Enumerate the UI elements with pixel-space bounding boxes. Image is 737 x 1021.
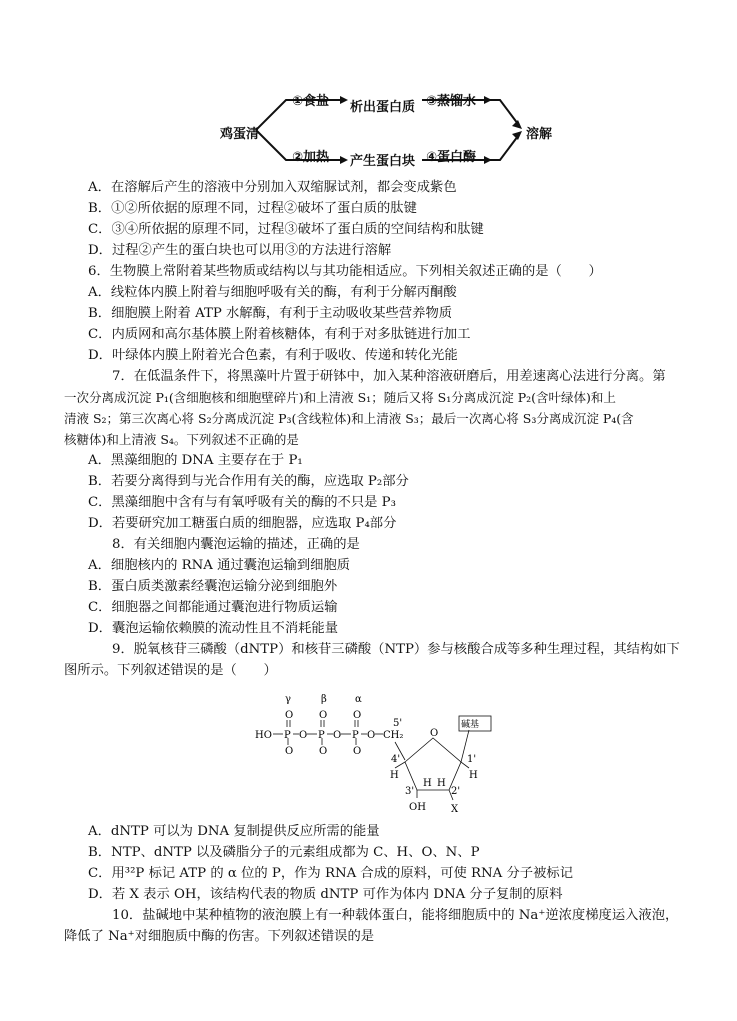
flow-result2: 产生蛋白块 [350, 154, 416, 169]
svg-text:O: O [353, 710, 362, 721]
q8-stem: 8．有关细胞内囊泡运输的描述，正确的是 [112, 537, 360, 552]
structure-svg [255, 690, 495, 818]
flow-step1: ①食盐 [292, 94, 330, 109]
svg-text:O: O [430, 728, 439, 739]
q8-option-b: B．蛋白质类激素经囊泡运输分泌到细胞外 [88, 579, 338, 594]
q9-stem-1: 9．脱氧核苷三磷酸（dNTP）和核苷三磷酸（NTP）参与核酸合成等多种生理过程，其结构如下 [112, 642, 680, 657]
svg-text:P: P [318, 730, 325, 741]
label-oh: OH [409, 802, 426, 813]
q6-stem: 6．生物膜上常附着某些物质或结构以与其功能相适应。下列相关叙述正确的是（ ） [88, 264, 602, 279]
label-ho: HO [255, 730, 272, 741]
q5-option-d: D．过程②产生的蛋白块也可以用③的方法进行溶解 [88, 243, 392, 258]
label-x: X [451, 804, 459, 815]
q10-stem-1: 10．盐碱地中某种植物的液泡膜上有一种载体蛋白，能将细胞质中的 Na⁺逆浓度梯度运入液泡， [112, 908, 679, 923]
svg-text:O: O [353, 746, 362, 757]
label-3prime: 3' [405, 786, 415, 797]
q6-option-d: D．叶绿体内膜上附着光合色素，有利于吸收、传递和转化光能 [88, 348, 458, 363]
flow-start: 鸡蛋清 [220, 127, 260, 142]
flow-result1: 析出蛋白质 [350, 100, 416, 115]
svg-text:O: O [285, 746, 294, 757]
label-5prime: 5' [393, 718, 403, 729]
q7-stem-2: 一次分离成沉淀 P₁(含细胞核和细胞壁碎片)和上清液 S₁；随后又将 S₁分离成沉淀 P₂(含叶绿体)和上 [64, 390, 616, 405]
q7-option-d: D．若要研究加工糖蛋白质的细胞器，应选取 P₄部分 [88, 516, 397, 531]
q9-stem-2: 图所示。下列叙述错误的是（ ） [64, 663, 277, 678]
q7-option-b: B．若要分离得到与光合作用有关的酶，应选取 P₂部分 [88, 474, 409, 489]
q7-stem-1: 7．在低温条件下，将黑藻叶片置于研钵中，加入某种溶液研磨后，用差速离心法进行分离。第 [112, 369, 666, 384]
label-beta: β [321, 694, 327, 705]
svg-text:H: H [469, 770, 478, 781]
q10-stem-2: 降低了 Na⁺对细胞质中酶的伤害。下列叙述错误的是 [64, 929, 375, 944]
svg-text:H: H [390, 770, 399, 781]
svg-text:P: P [284, 730, 291, 741]
q5-option-b: B．①②所依据的原理不同，过程②破坏了蛋白质的肽键 [88, 201, 417, 216]
svg-text:H: H [423, 778, 432, 789]
q8-option-c: C．细胞器之间都能通过囊泡进行物质运输 [88, 600, 338, 615]
q7-stem-3: 清液 S₂；第三次离心将 S₂分离成沉淀 P₃(含线粒体)和上清液 S₃；最后一次离心将 S₃分离成沉淀 P₄(含 [64, 411, 634, 426]
svg-text:P: P [352, 730, 359, 741]
flow-step4: ④蛋白酶 [426, 150, 477, 165]
flow-step2: ②加热 [292, 150, 330, 165]
label-gamma: γ [285, 694, 291, 705]
arrow-upper-right [484, 100, 518, 124]
q7-stem-4: 核糖体)和上清液 S₄。下列叙述不正确的是 [64, 432, 299, 447]
svg-text:O: O [319, 746, 328, 757]
protein-flow-diagram [200, 78, 580, 178]
q6-option-b: B．细胞膜上附着 ATP 水解酶，有利于主动吸收某些营养物质 [88, 306, 453, 321]
svg-text:O: O [367, 730, 376, 741]
q9-option-d: D．若 X 表示 OH，该结构代表的物质 dNTP 可作为体内 DNA 分子复制的原料 [88, 887, 563, 902]
q5-option-a: A．在溶解后产生的溶液中分别加入双缩脲试剂，都会变成紫色 [88, 180, 457, 195]
ntp-structure-diagram [255, 690, 495, 818]
svg-text:O: O [333, 730, 342, 741]
q7-option-a: A．黑藻细胞的 DNA 主要存在于 P₁ [88, 453, 303, 468]
flow-step3: ③蒸馏水 [426, 94, 477, 109]
q7-option-c: C．黑藻细胞中含有与有氧呼吸有关的酶的不只是 P₃ [88, 495, 396, 510]
label-alpha: α [355, 694, 362, 705]
label-4prime: 4' [391, 754, 401, 765]
svg-text:O: O [299, 730, 308, 741]
label-base: 碱基 [461, 720, 480, 730]
svg-text:O: O [319, 710, 328, 721]
arrow-lower-right [484, 136, 518, 160]
q5-option-c: C．③④所依据的原理不同，过程③破坏了蛋白质的空间结构和肽键 [88, 222, 484, 237]
label-ch2: CH₂ [383, 730, 404, 741]
label-2prime: 2' [451, 786, 461, 797]
q6-option-a: A．线粒体内膜上附着与细胞呼吸有关的酶，有利于分解丙酮酸 [88, 285, 457, 300]
q6-option-c: C．内质网和高尔基体膜上附着核糖体，有利于对多肽链进行加工 [88, 327, 471, 342]
q9-option-a: A．dNTP 可以为 DNA 复制提供反应所需的能量 [88, 824, 380, 839]
q9-option-b: B．NTP、dNTP 以及磷脂分子的元素组成都为 C、H、O、N、P [88, 845, 480, 860]
flow-end: 溶解 [526, 127, 553, 142]
svg-text:O: O [285, 710, 294, 721]
svg-text:H: H [437, 778, 446, 789]
q8-option-a: A．细胞核内的 RNA 通过囊泡运输到细胞质 [88, 558, 351, 573]
q9-option-c: C．用³²P 标记 ATP 的 α 位的 P，作为 RNA 合成的原料，可使 RNA 分子被标记 [88, 866, 573, 881]
label-1prime: 1' [467, 754, 477, 765]
q8-option-d: D．囊泡运输依赖膜的流动性且不消耗能量 [88, 621, 339, 636]
